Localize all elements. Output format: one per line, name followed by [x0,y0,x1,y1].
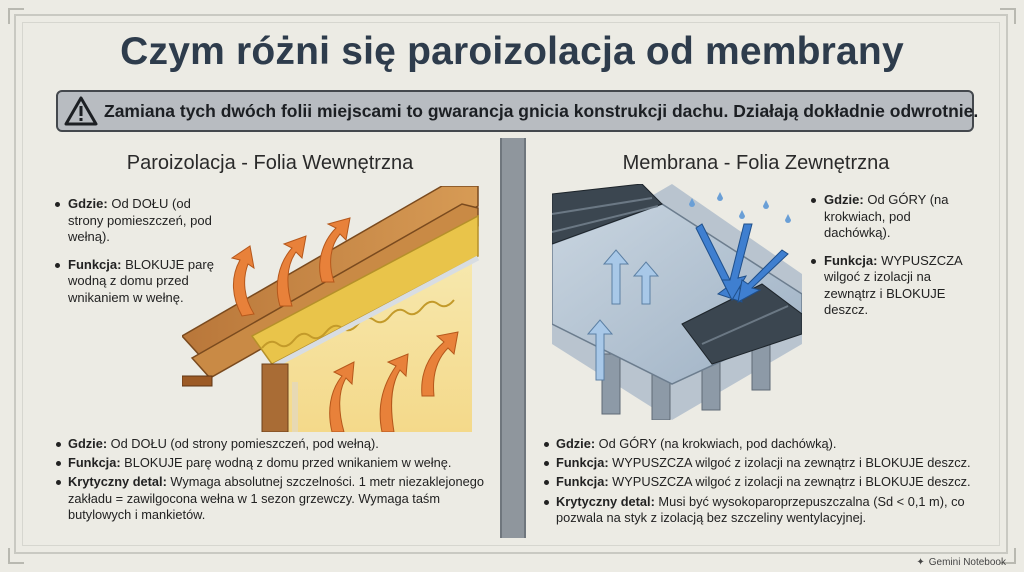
callout-item: Gdzie: Od DOŁU (od strony pomieszczeń, pod wełną). [54,196,214,246]
summary-item: Funkcja: WYPUSZCZA wilgoć z izolacji na zewnątrz i BLOKUJE deszcz. [544,474,984,490]
callout-list [810,192,974,330]
frame-corner [8,548,24,564]
callout-item: Gdzie: Od GÓRY (na krokwiach, pod dachówką). [810,192,974,242]
wall-post [262,364,288,432]
spark-icon: ✦ [916,557,925,568]
warning-banner [56,90,979,132]
summary-item: Krytyczny detal: Wymaga absolutnej szczelności. 1 metr niezaklejonego zakładu = zawilgocona wełna w 1 sezon grzewczy. Wymaga taśm butylowych i mankietów. [56,474,496,523]
page-title: Czym różni się paroizolacja od membrany [120,30,904,73]
rafter-end [602,354,620,414]
warning-triangle-icon [64,92,98,130]
roof-exterior-illustration [552,184,802,420]
panel-heading: Paroizolacja - Folia Wewnętrzna [126,152,414,174]
summary-item: Funkcja: BLOKUJE parę wodną z domu przed wnikaniem w wełnę. [56,455,496,471]
roof-interior-illustration [182,186,482,432]
membrane-panel [530,140,982,538]
summary-item: Krytyczny detal: Musi być wysokoparoprzepuszczalna (Sd < 0,1 m), co pozwala na styk z izolacją bez szczeliny wentylacyjnej. [544,494,984,526]
frame-corner [1000,8,1016,24]
summary-item: Gdzie: Od DOŁU (od strony pomieszczeń, pod wełną). [56,436,496,452]
vapor-barrier-panel [44,140,496,538]
brand-label: Gemini Notebook [928,557,1006,568]
summary-item: Gdzie: Od GÓRY (na krokwiach, pod dachówką). [544,436,984,452]
wall-board [292,382,298,432]
callout-item: Funkcja: WYPUSZCZA wilgoć z izolacji na zewnątrz i BLOKUJE deszcz. [810,253,974,319]
frame-corner [8,8,24,24]
brand-watermark [916,557,1006,568]
summary-item: Funkcja: WYPUSZCZA wilgoć z izolacji na zewnątrz i BLOKUJE deszcz. [544,455,984,471]
summary-list [544,436,984,529]
gutter [182,376,212,386]
warning-text: Zamiana tych dwóch folii miejscami to gwarancja gnicia konstrukcji dachu. Działają dokładnie odwrotnie. [104,100,979,121]
callout-item: Funkcja: BLOKUJE parę wodną z domu przed wnikaniem w wełnę. [54,257,214,307]
summary-list [56,436,496,526]
panel-heading: Membrana - Folia Zewnętrzna [622,152,890,174]
center-divider [500,138,526,538]
